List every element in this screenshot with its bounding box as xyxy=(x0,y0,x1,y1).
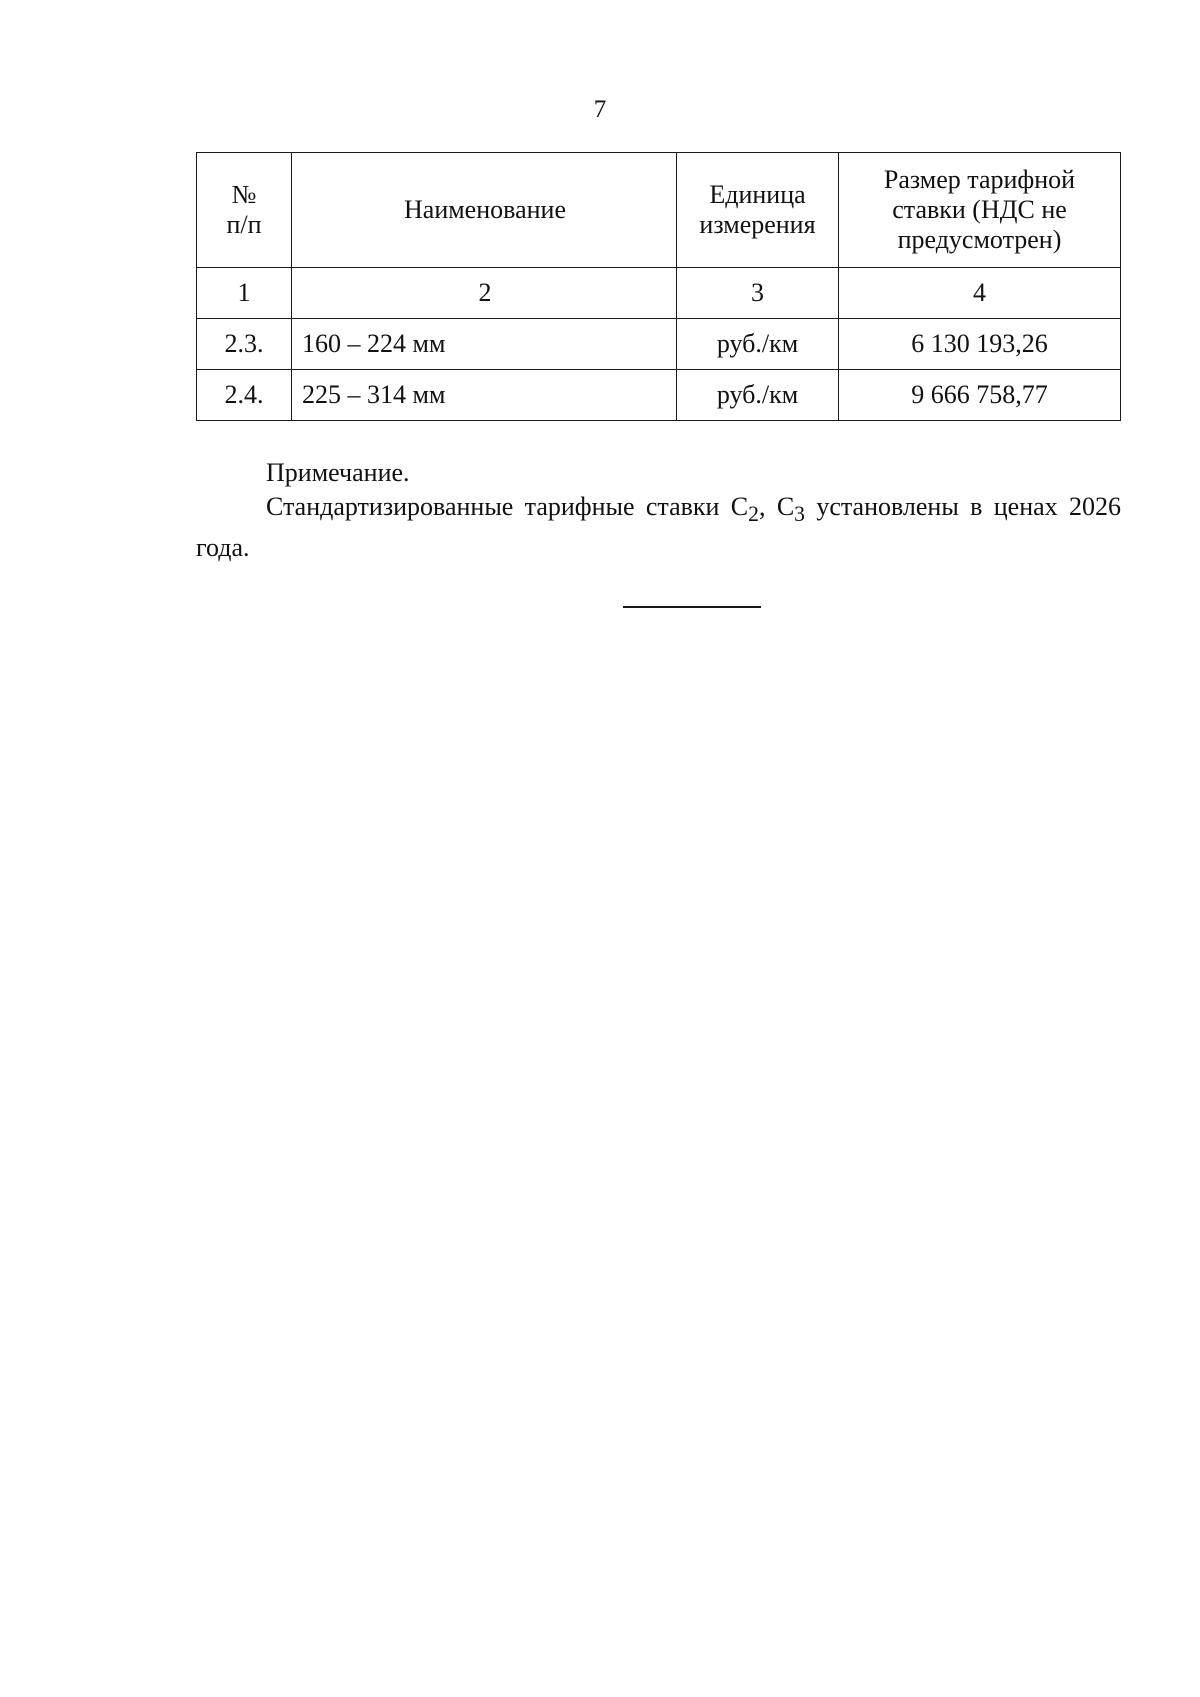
column-index: 3 xyxy=(677,268,839,319)
row-rate: 9 666 758,77 xyxy=(839,370,1121,421)
subscript-2: 2 xyxy=(748,502,759,527)
header-num-line: № xyxy=(231,180,257,209)
table-row xyxy=(197,319,1121,370)
header-num-line: п/п xyxy=(226,210,262,239)
header-name xyxy=(292,153,677,268)
header-num xyxy=(197,153,292,268)
row-name: 160 – 224 мм xyxy=(292,319,677,370)
table-header-row xyxy=(197,153,1121,268)
table-row xyxy=(197,370,1121,421)
header-rate xyxy=(839,153,1121,268)
note-text: , C xyxy=(758,492,795,521)
row-num: 2.4. xyxy=(197,370,292,421)
column-index-row xyxy=(197,268,1121,319)
end-separator-line xyxy=(623,606,761,608)
note-title: Примечание. xyxy=(266,458,410,487)
note-text: установлены в ценах 2026 года. xyxy=(196,492,1121,563)
row-num: 2.3. xyxy=(197,319,292,370)
header-rate-line: предусмотрен) xyxy=(897,225,1062,254)
row-unit: руб./км xyxy=(677,319,839,370)
row-rate: 6 130 193,26 xyxy=(839,319,1121,370)
row-unit: руб./км xyxy=(677,370,839,421)
header-rate-line: Размер тарифной xyxy=(883,165,1076,194)
column-index: 4 xyxy=(839,268,1121,319)
note-text: Стандартизированные тарифные ставки C xyxy=(266,492,749,521)
row-name: 225 – 314 мм xyxy=(292,370,677,421)
page-number: 7 xyxy=(593,96,607,123)
note-body xyxy=(196,490,1121,565)
header-unit-line: измерения xyxy=(699,210,816,239)
header-unit xyxy=(677,153,839,268)
column-index: 1 xyxy=(197,268,292,319)
column-index: 2 xyxy=(292,268,677,319)
header-unit-line: Единица xyxy=(709,180,806,209)
note-block xyxy=(196,456,1121,565)
tariff-table xyxy=(196,152,1121,421)
header-name-line: Наименование xyxy=(404,195,566,224)
subscript-3: 3 xyxy=(794,502,805,527)
header-rate-line: ставки (НДС не xyxy=(892,195,1067,224)
